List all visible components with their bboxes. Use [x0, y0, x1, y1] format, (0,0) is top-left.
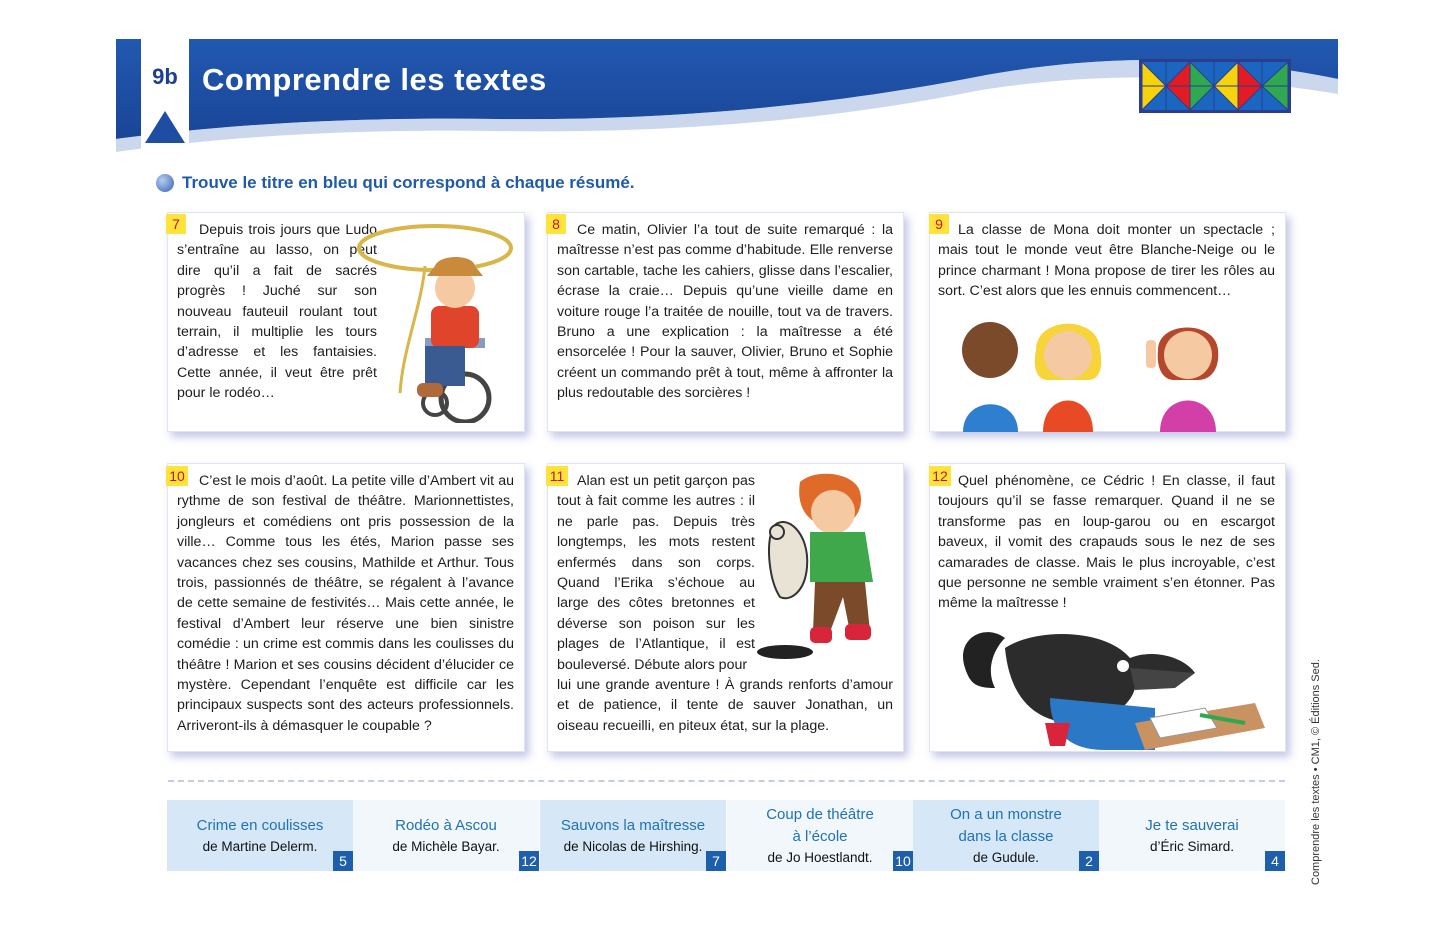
chapter-tab	[141, 39, 189, 149]
bullet-icon	[156, 174, 174, 192]
card-number: 8	[546, 214, 566, 234]
book-sauvons-la-maitresse	[540, 800, 726, 871]
three-children-illustration	[948, 320, 1268, 432]
book-title-line-2: dans la classe	[958, 828, 1054, 845]
book-number: 4	[1265, 851, 1285, 871]
card-number: 10	[166, 466, 188, 486]
book-author: de Michèle Bayar.	[392, 839, 500, 854]
card-text: C’est le mois d’août. La petite ville d’Ambert vit au rythme de son festival de théâtre. Marionnettistes, jongleurs et comédiens ont pris possession de la ville… Comme tous les étés, Marion passe ses vacances chez ses cousins, Mathilde et Arthur. Tous trois, passionnés de théâtre, se régalent à l’avance de cette semaine de festivités… Mais cette année, le festival d’Ambert leur réserve une bien sinistre comédie : un crime est commis dans les coulisses du théâtre ! Marion et ses cousins décident d’élucider ce mystère. Cependant l’enquête est difficile car les principaux suspects sont des acteurs professionnels. Arriveront-ils à démasquer le coupable ?	[177, 473, 514, 734]
wheelchair-lasso-illustration	[355, 218, 520, 423]
dashed-divider	[168, 780, 1285, 782]
book-title: Crime en coulisses	[196, 817, 324, 834]
book-coup-de-theatre	[727, 800, 913, 871]
book-author: de Jo Hoestlandt.	[767, 850, 873, 865]
book-number: 5	[333, 851, 353, 871]
book-je-te-sauverai	[1099, 800, 1285, 871]
instruction-text: Trouve le titre en bleu qui correspond à chaque résumé.	[182, 173, 635, 192]
book-number: 7	[706, 851, 726, 871]
book-rodeo-a-ascou	[353, 800, 539, 871]
book-number: 2	[1079, 851, 1099, 871]
book-number: 12	[519, 851, 539, 871]
card-text: Quel phénomène, ce Cédric ! En classe, il faut toujours qu’il se fasse remarquer. Quand il ne se transforme pas en loup-garou ou en escargot baveux, il vomit des crapauds sous le nez de ses camarades de classe. Mais le plus incroyable, c’est que personne ne semble vraiment s’en étonner. Pas même la maîtresse !	[938, 473, 1275, 612]
book-title: Coup de théâtre	[766, 806, 874, 823]
book-author: de Martine Delerm.	[202, 839, 318, 854]
card-number: 11	[546, 466, 568, 486]
chapter-number: 9b	[152, 64, 178, 89]
book-author: de Nicolas de Hirshing.	[563, 839, 703, 854]
book-author: d’Éric Simard.	[1149, 839, 1235, 854]
werewolf-at-desk-illustration	[955, 628, 1265, 750]
boy-with-bird-illustration	[755, 472, 900, 662]
card-text: Ce matin, Olivier l’a tout de suite remarqué : la maîtresse n’est pas comme d’habitude. Elle renverse son cartable, tache les cahiers, glisse dans l’escalier, écrase la craie… Depuis qu’une vieille dame en voiture rouge l’a traitée de nouille, tout va de travers. Bruno a une explication : la maîtresse a été ensorcelée ! Pour la sauver, Olivier, Bruno et Sophie créent un commando prêt à tout, même à affronter la plus redoutable des sorcières !	[557, 222, 893, 402]
book-author: de Gudule.	[972, 850, 1040, 865]
card-number: 9	[929, 214, 949, 234]
book-crime-en-coulisses	[167, 800, 353, 871]
book-title: Rodéo à Ascou	[395, 817, 497, 834]
card-text: Depuis trois jours que Ludo s’entraîne au lasso, on peut dire qu’il a fait de sacrés progrès ! Juché sur son nouveau fauteuil roulant tout terrain, il multiplie les tours d’adresse et les fantaisies. Cette année, il veut être prêt pour le rodéo…	[177, 222, 377, 402]
card-text: La classe de Mona doit monter un spectacle ; mais tout le monde veut être Blanche-Neige ou le prince charmant ! Mona propose de tirer les rôles au sort. C’est alors que les ennuis commencent…	[938, 222, 1275, 300]
instruction	[156, 173, 635, 193]
book-on-a-un-monstre	[913, 800, 1099, 871]
page-title: Comprendre les textes	[202, 62, 547, 97]
card-text: Alan est un petit garçon pas tout à fait comme les autres : il ne parle pas. Depuis très longtemps, les mots restent enfermés dans son corps. Quand l’Erika s’échoue au large des côtes bretonnes et déverse son poison sur les plages de l’Atlantique, il est bouleversé. Débute alors pour	[557, 473, 755, 673]
mosaic-logo-icon	[1139, 59, 1291, 113]
book-title: Je te sauverai	[1145, 817, 1239, 834]
book-number: 10	[893, 851, 913, 871]
book-title: On a un monstre	[950, 806, 1062, 823]
copyright-credit: Comprendre les textes • CM1, © Éditions Sed.	[1310, 659, 1322, 885]
card-text-continued: lui une grande aventure ! À grands renforts d’amour et de patience, il tente de sauver Jonathan, un oiseau recueilli, en piteux état, sur la plage.	[557, 677, 893, 734]
book-title-line-2: à l’école	[792, 828, 848, 845]
card-number: 12	[929, 466, 951, 486]
book-title: Sauvons la maîtresse	[560, 817, 706, 834]
card-number: 7	[166, 214, 186, 234]
